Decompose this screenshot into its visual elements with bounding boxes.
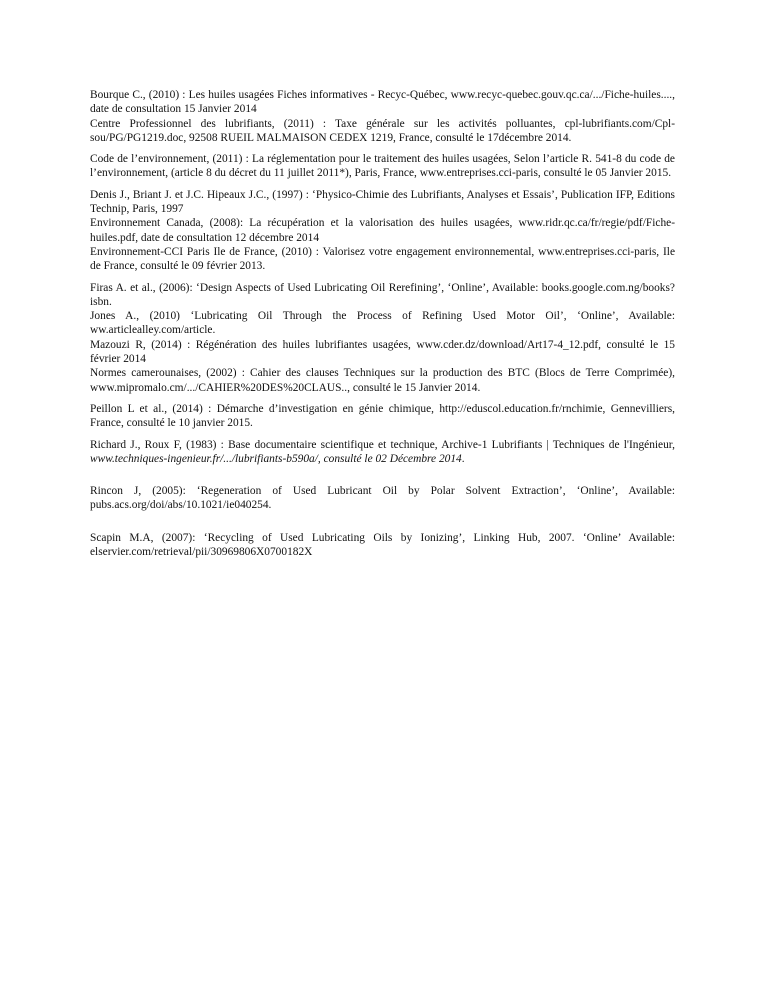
reference-environnement-canada: Environnement Canada, (2008): La récupération et la valorisation des huiles usagées, www.ridr.qc.ca/fr/regie/pdf/Fiche-huiles.pdf, date de consultation 12 décembre 2014	[90, 217, 675, 244]
reference-normes: Normes camerounaises, (2002) : Cahier des clauses Techniques sur la production des BTC (Blocs de Terre Comprimée), www.mipromalo.cm/.../CAHIER%20DES%20CLAUS.., consulté le 15 Janvier 2014.	[90, 367, 675, 394]
reference-cpl: Centre Professionnel des lubrifiants, (2011) : Taxe générale sur les activités polluantes, cpl-lubrifiants.com/Cpl-sou/PG/PG1219.doc, 92508 RUEIL MALMAISON CEDEX 1219, France, consulté le 17décembre 2014.	[90, 117, 675, 144]
reference-richard-text: Richard J., Roux F, (1983) : Base documentaire scientifique et technique, Archive-1 Lubrifiants | Techniques de l'Ingénieur,	[90, 438, 675, 451]
reference-richard-link: www.techniques-ingenieur.fr/.../lubrifiants-b590a/, consulté le 02 Décembre 2014	[90, 452, 462, 465]
reference-firas: Firas A. et al., (2006): ‘Design Aspects of Used Lubricating Oil Rerefining’, ‘Online’, Available: books.google.com.ng/books?isbn.	[90, 281, 675, 308]
reference-scapin: Scapin M.A, (2007): ‘Recycling of Used Lubricating Oils by Ionizing’, Linking Hub, 2007. ‘Online’ Available: elservier.com/retrieval/pii/30969806X0700182X	[90, 531, 675, 559]
reference-jones: Jones A., (2010) ‘Lubricating Oil Through the Process of Refining Used Motor Oil’, ‘Online’, Available: ww.articlealley.com/article.	[90, 310, 675, 337]
reference-environnement-cci: Environnement-CCI Paris Ile de France, (2010) : Valorisez votre engagement environnemental, www.entreprises.cci-paris, Ile de France, consulté le 09 février 2013.	[90, 245, 675, 273]
reference-peillon: Peillon L et al., (2014) : Démarche d’investigation en génie chimique, http://eduscol.education.fr/rnchimie, Gennevilliers, France, consulté le 10 janvier 2015.	[90, 402, 675, 430]
reference-mazouzi: Mazouzi R, (2014) : Régénération des huiles lubrifiantes usagées, www.cder.dz/download/Art17-4_12.pdf, consulté le 15 février 2014	[90, 338, 675, 366]
reference-denis: Denis J., Briant J. et J.C. Hipeaux J.C., (1997) : ‘Physico-Chimie des Lubrifiants, Analyses et Essais’, Publication IFP, Editions Technip, Paris, 1997	[90, 188, 675, 216]
reference-bourque: Bourque C., (2010) : Les huiles usagées Fiches informatives - Recyc-Québec, www.recyc-quebec.gouv.qc.ca/.../Fiche-huiles...., date de consultation 15 Janvier 2014	[90, 89, 675, 116]
reference-list	[90, 88, 675, 559]
reference-richard	[90, 438, 675, 467]
reference-code-environnement: Code de l’environnement, (2011) : La réglementation pour le traitement des huiles usagées, Selon l’article R. 541-8 du code de l’environnement, (article 8 du décret du 11 juillet 2011*), Paris, France, www.entreprises.cci-paris, consulté le 05 Janvier 2015.	[90, 153, 675, 180]
reference-rincon: Rincon J, (2005): ‘Regeneration of Used Lubricant Oil by Polar Solvent Extraction’, ‘Online’, Available: pubs.acs.org/doi/abs/10.1021/ie040254.	[90, 485, 675, 512]
reference-richard-end: .	[461, 452, 465, 465]
